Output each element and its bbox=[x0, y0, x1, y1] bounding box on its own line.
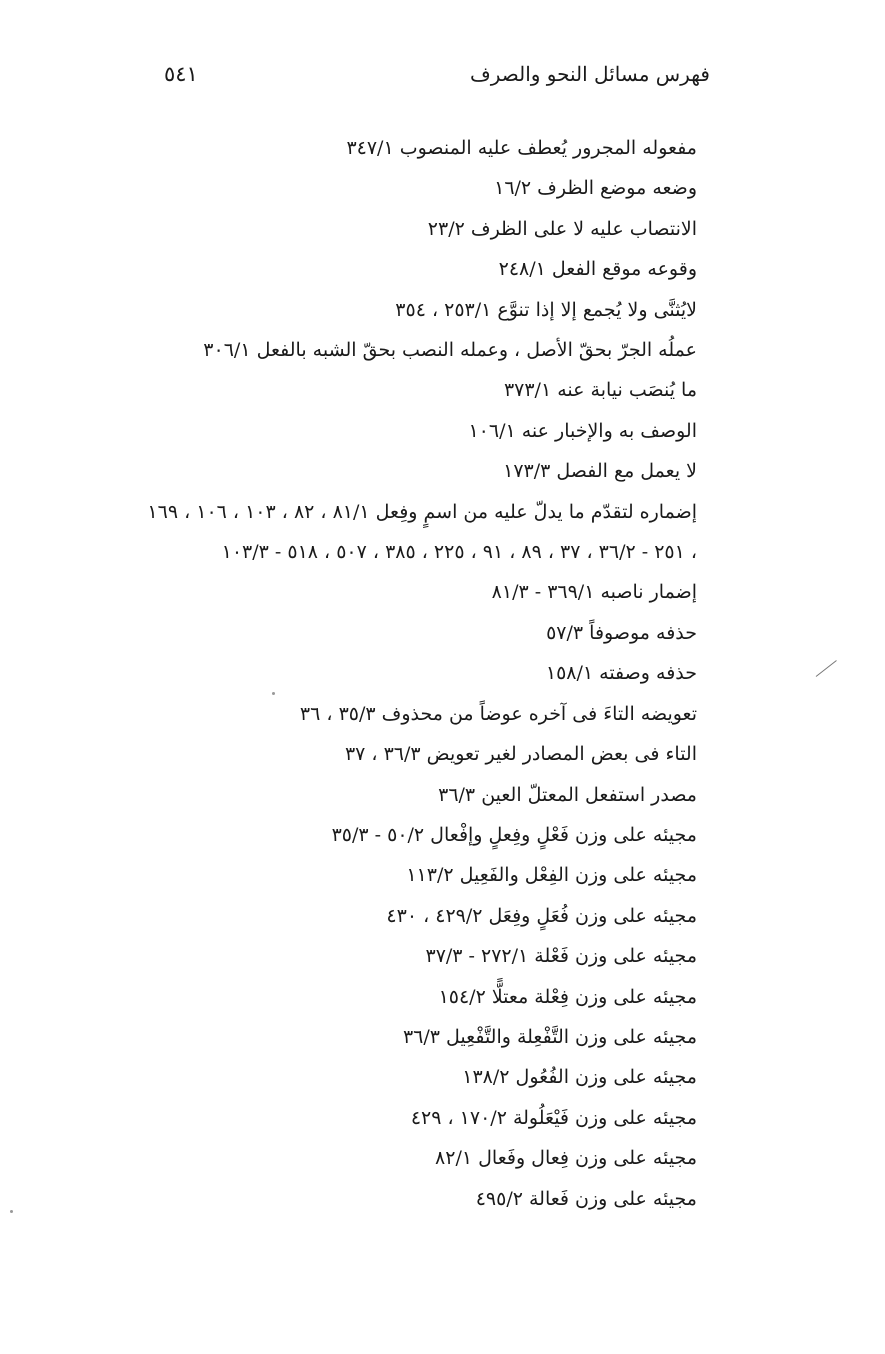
index-entry: مجيئه على وزن فُعَلٍ وفِعَل ٤٢٩/٢ ، ٤٣٠ bbox=[386, 904, 697, 927]
index-entry: مجيئه على وزن التَّفْعِلة والتَّفْعِيل ٣٦/٣ bbox=[402, 1025, 697, 1048]
index-entry: التاء فى بعض المصادر لغير تعويض ٣٦/٣ ، ٣٧ bbox=[344, 743, 697, 766]
index-entry: مصدر استفعل المعتلّ العين ٣٦/٣ bbox=[438, 783, 697, 806]
index-entry: مجيئه على وزن الفُعُول ١٣٨/٢ bbox=[462, 1066, 697, 1089]
index-entry: وضعه موضع الظرف ١٦/٢ bbox=[494, 177, 697, 200]
index-entry: مجيئه على وزن فَعالة ٤٩٥/٢ bbox=[475, 1187, 697, 1210]
index-entry: مجيئه على وزن فِعال وفَعال ٨٢/١ bbox=[435, 1147, 697, 1170]
page-header bbox=[150, 60, 710, 96]
index-entry: مجيئه على وزن الفِعْل والفَعِيل ١١٣/٢ bbox=[406, 864, 697, 887]
index-entry: مفعوله المجرور يُعطف عليه المنصوب ٣٤٧/١ bbox=[346, 137, 697, 159]
page-number: ٥٤١ bbox=[164, 62, 198, 86]
index-entry: ما يُنصَب نيابة عنه ٣٧٣/١ bbox=[503, 379, 697, 402]
index-entry: إضمار ناصبه ٣٦٩/١ - ٨١/٣ bbox=[491, 581, 697, 604]
index-entry: الوصف به والإخبار عنه ١٠٦/١ bbox=[468, 419, 697, 442]
index-entry: تعويضه التاءَ فى آخره عوضاً من محذوف ٣٥/٣ ، ٣٦ bbox=[299, 702, 697, 725]
index-entry: لايُثنَّى ولا يُجمع إلا إذا تنوَّع ٢٥٣/١ ، ٣٥٤ bbox=[395, 298, 697, 321]
index-entry: مجيئه على وزن فَعْلٍ وفِعلٍ وإفْعال ٥٠/٢ - ٣٥/٣ bbox=[331, 823, 697, 846]
running-title: فهرس مسائل النحو والصرف bbox=[469, 62, 710, 86]
scan-speck bbox=[272, 692, 275, 695]
index-entry: عملُه الجرّ بحقّ الأصل ، وعمله النصب بحقّ الشبه بالفعل ٣٠٦/١ bbox=[203, 339, 697, 362]
pencil-mark bbox=[816, 660, 837, 677]
index-entry: إضماره لتقدّم ما يدلّ عليه من اسمٍ وفِعل ٨١/١ ، ٨٢ ، ١٠٣ ، ١٠٦ ، ١٦٩ ، ٢٥١ - ٣٦/٢ ، ٣٧ ، ٨٩ ، ٩١ ، ٢٢٥ ، ٣٨٥ ، ٥٠٧ ، ٥١٨ - ١٠٣/٣ bbox=[147, 500, 697, 564]
index-entry: لا يعمل مع الفصل ١٧٣/٣ bbox=[503, 460, 697, 483]
index-entry: حذفه وصفته ١٥٨/١ bbox=[545, 662, 697, 685]
scan-speck bbox=[10, 1210, 13, 1213]
index-entry: وقوعه موقع الفعل ٢٤٨/١ bbox=[498, 258, 697, 281]
index-entry: حذفه موصوفاً ٥٧/٣ bbox=[546, 621, 697, 644]
index-entry: مجيئه على وزن فَيْعَلُولة ١٧٠/٢ ، ٤٢٩ bbox=[410, 1106, 697, 1129]
index-entries bbox=[137, 128, 697, 1219]
index-entry: مجيئه على وزن فَعْلة ٢٧٢/١ - ٣٧/٣ bbox=[425, 945, 697, 968]
index-entry: مجيئه على وزن فِعْلة معتلًّا ١٥٤/٢ bbox=[438, 985, 697, 1008]
index-entry: الانتصاب عليه لا على الظرف ٢٣/٢ bbox=[427, 217, 697, 240]
